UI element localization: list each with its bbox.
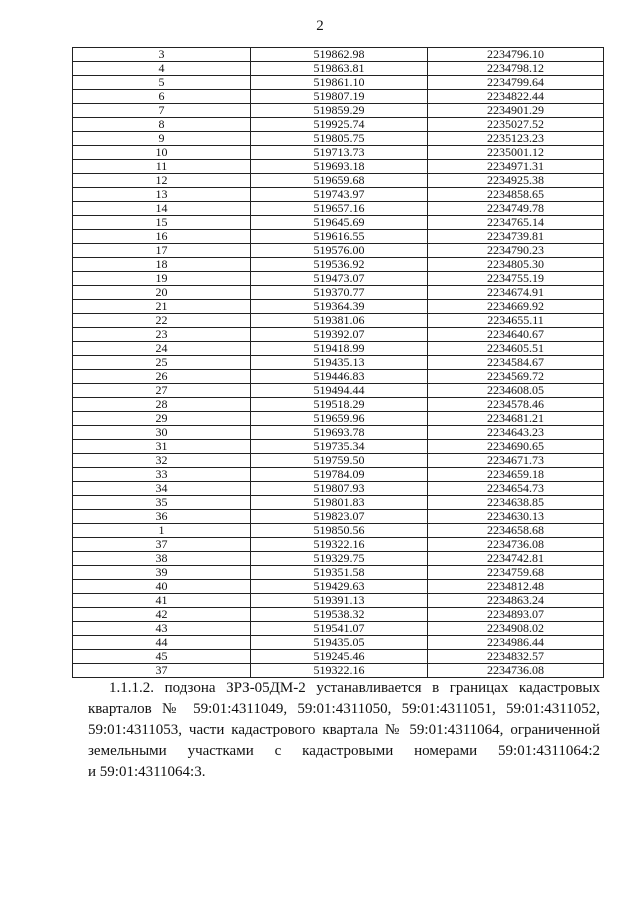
x-coordinate-cell: 519364.39: [251, 300, 428, 314]
x-coordinate-cell: 519322.16: [251, 538, 428, 552]
y-coordinate-cell: 2234671.73: [428, 454, 604, 468]
y-coordinate-cell: 2234658.68: [428, 524, 604, 538]
table-row: [73, 552, 604, 566]
x-coordinate-cell: 519245.46: [251, 650, 428, 664]
x-coordinate-cell: 519322.16: [251, 664, 428, 678]
x-coordinate-cell: 519435.05: [251, 636, 428, 650]
table-row: [73, 524, 604, 538]
point-number-cell: 19: [73, 272, 251, 286]
table-row: [73, 650, 604, 664]
table-row: [73, 258, 604, 272]
point-number-cell: 18: [73, 258, 251, 272]
point-number-cell: 4: [73, 62, 251, 76]
coordinates-table-body: [73, 48, 604, 678]
x-coordinate-cell: 519759.50: [251, 454, 428, 468]
point-number-cell: 8: [73, 118, 251, 132]
x-coordinate-cell: 519862.98: [251, 48, 428, 62]
paragraph-line: 59:01:4311053, части кадастрового квартала № 59:01:4311064, ограниченной: [88, 722, 600, 738]
point-number-cell: 30: [73, 426, 251, 440]
point-number-cell: 37: [73, 538, 251, 552]
paragraph-1-1-1-2: [88, 678, 600, 783]
y-coordinate-cell: 2234908.02: [428, 622, 604, 636]
point-number-cell: 42: [73, 608, 251, 622]
y-coordinate-cell: 2234659.18: [428, 468, 604, 482]
x-coordinate-cell: 519351.58: [251, 566, 428, 580]
point-number-cell: 40: [73, 580, 251, 594]
point-number-cell: 7: [73, 104, 251, 118]
paragraph-line: 1.1.1.2. подзона ЗРЗ-05ДМ-2 устанавливается в границах кадастровых: [109, 680, 600, 696]
y-coordinate-cell: 2234796.10: [428, 48, 604, 62]
x-coordinate-cell: 519807.93: [251, 482, 428, 496]
y-coordinate-cell: 2234578.46: [428, 398, 604, 412]
x-coordinate-cell: 519659.68: [251, 174, 428, 188]
x-coordinate-cell: 519538.32: [251, 608, 428, 622]
x-coordinate-cell: 519645.69: [251, 216, 428, 230]
x-coordinate-cell: 519735.34: [251, 440, 428, 454]
point-number-cell: 21: [73, 300, 251, 314]
table-row: [73, 244, 604, 258]
point-number-cell: 35: [73, 496, 251, 510]
x-coordinate-cell: 519784.09: [251, 468, 428, 482]
table-row: [73, 300, 604, 314]
table-row: [73, 566, 604, 580]
point-number-cell: 15: [73, 216, 251, 230]
table-row: [73, 398, 604, 412]
table-row: [73, 580, 604, 594]
x-coordinate-cell: 519473.07: [251, 272, 428, 286]
x-coordinate-cell: 519693.78: [251, 426, 428, 440]
y-coordinate-cell: 2234655.11: [428, 314, 604, 328]
paragraph-line: и 59:01:4311064:3.: [88, 764, 206, 780]
table-row: [73, 636, 604, 650]
x-coordinate-cell: 519823.07: [251, 510, 428, 524]
table-row: [73, 412, 604, 426]
y-coordinate-cell: 2234690.65: [428, 440, 604, 454]
table-row: [73, 174, 604, 188]
point-number-cell: 36: [73, 510, 251, 524]
x-coordinate-cell: 519659.96: [251, 412, 428, 426]
table-row: [73, 146, 604, 160]
y-coordinate-cell: 2234749.78: [428, 202, 604, 216]
table-row: [73, 538, 604, 552]
point-number-cell: 29: [73, 412, 251, 426]
point-number-cell: 20: [73, 286, 251, 300]
x-coordinate-cell: 519391.13: [251, 594, 428, 608]
point-number-cell: 14: [73, 202, 251, 216]
table-row: [73, 216, 604, 230]
y-coordinate-cell: 2234654.73: [428, 482, 604, 496]
x-coordinate-cell: 519863.81: [251, 62, 428, 76]
table-row: [73, 454, 604, 468]
y-coordinate-cell: 2234893.07: [428, 608, 604, 622]
table-row: [73, 384, 604, 398]
table-row: [73, 510, 604, 524]
point-number-cell: 27: [73, 384, 251, 398]
x-coordinate-cell: 519536.92: [251, 258, 428, 272]
table-row: [73, 622, 604, 636]
table-row: [73, 62, 604, 76]
y-coordinate-cell: 2234812.48: [428, 580, 604, 594]
table-row: [73, 230, 604, 244]
y-coordinate-cell: 2234805.30: [428, 258, 604, 272]
x-coordinate-cell: 519807.19: [251, 90, 428, 104]
point-number-cell: 24: [73, 342, 251, 356]
table-row: [73, 202, 604, 216]
x-coordinate-cell: 519576.00: [251, 244, 428, 258]
point-number-cell: 22: [73, 314, 251, 328]
x-coordinate-cell: 519370.77: [251, 286, 428, 300]
y-coordinate-cell: 2234681.21: [428, 412, 604, 426]
y-coordinate-cell: 2234638.85: [428, 496, 604, 510]
x-coordinate-cell: 519518.29: [251, 398, 428, 412]
point-number-cell: 13: [73, 188, 251, 202]
point-number-cell: 11: [73, 160, 251, 174]
x-coordinate-cell: 519429.63: [251, 580, 428, 594]
x-coordinate-cell: 519329.75: [251, 552, 428, 566]
point-number-cell: 28: [73, 398, 251, 412]
y-coordinate-cell: 2234765.14: [428, 216, 604, 230]
point-number-cell: 10: [73, 146, 251, 160]
x-coordinate-cell: 519859.29: [251, 104, 428, 118]
table-row: [73, 482, 604, 496]
x-coordinate-cell: 519805.75: [251, 132, 428, 146]
table-row: [73, 272, 604, 286]
x-coordinate-cell: 519693.18: [251, 160, 428, 174]
x-coordinate-cell: 519616.55: [251, 230, 428, 244]
point-number-cell: 3: [73, 48, 251, 62]
y-coordinate-cell: 2234640.67: [428, 328, 604, 342]
y-coordinate-cell: 2234759.68: [428, 566, 604, 580]
y-coordinate-cell: 2234736.08: [428, 664, 604, 678]
page-number: 2: [316, 18, 324, 34]
point-number-cell: 45: [73, 650, 251, 664]
table-row: [73, 664, 604, 678]
point-number-cell: 9: [73, 132, 251, 146]
table-row: [73, 314, 604, 328]
x-coordinate-cell: 519850.56: [251, 524, 428, 538]
y-coordinate-cell: 2234986.44: [428, 636, 604, 650]
point-number-cell: 12: [73, 174, 251, 188]
table-row: [73, 440, 604, 454]
x-coordinate-cell: 519541.07: [251, 622, 428, 636]
x-coordinate-cell: 519801.83: [251, 496, 428, 510]
table-row: [73, 118, 604, 132]
point-number-cell: 25: [73, 356, 251, 370]
y-coordinate-cell: 2234643.23: [428, 426, 604, 440]
paragraph-line: земельными участками с кадастровыми номерами 59:01:4311064:2: [88, 743, 600, 759]
x-coordinate-cell: 519446.83: [251, 370, 428, 384]
point-number-cell: 44: [73, 636, 251, 650]
x-coordinate-cell: 519418.99: [251, 342, 428, 356]
y-coordinate-cell: 2234674.91: [428, 286, 604, 300]
y-coordinate-cell: 2234971.31: [428, 160, 604, 174]
point-number-cell: 23: [73, 328, 251, 342]
table-row: [73, 160, 604, 174]
y-coordinate-cell: 2234790.23: [428, 244, 604, 258]
table-row: [73, 370, 604, 384]
y-coordinate-cell: 2234863.24: [428, 594, 604, 608]
table-row: [73, 594, 604, 608]
table-row: [73, 48, 604, 62]
y-coordinate-cell: 2234742.81: [428, 552, 604, 566]
coordinates-table: [72, 47, 604, 678]
y-coordinate-cell: 2234736.08: [428, 538, 604, 552]
y-coordinate-cell: 2234901.29: [428, 104, 604, 118]
table-row: [73, 608, 604, 622]
y-coordinate-cell: 2234630.13: [428, 510, 604, 524]
y-coordinate-cell: 2235027.52: [428, 118, 604, 132]
table-row: [73, 426, 604, 440]
y-coordinate-cell: 2234739.81: [428, 230, 604, 244]
y-coordinate-cell: 2234822.44: [428, 90, 604, 104]
table-row: [73, 496, 604, 510]
point-number-cell: 1: [73, 524, 251, 538]
y-coordinate-cell: 2234669.92: [428, 300, 604, 314]
point-number-cell: 43: [73, 622, 251, 636]
y-coordinate-cell: 2235123.23: [428, 132, 604, 146]
paragraph-line: кварталов № 59:01:4311049, 59:01:4311050, 59:01:4311051, 59:01:4311052,: [88, 701, 600, 717]
table-row: [73, 468, 604, 482]
y-coordinate-cell: 2234608.05: [428, 384, 604, 398]
table-row: [73, 90, 604, 104]
y-coordinate-cell: 2234798.12: [428, 62, 604, 76]
table-row: [73, 328, 604, 342]
x-coordinate-cell: 519494.44: [251, 384, 428, 398]
x-coordinate-cell: 519743.97: [251, 188, 428, 202]
y-coordinate-cell: 2234832.57: [428, 650, 604, 664]
table-row: [73, 286, 604, 300]
point-number-cell: 41: [73, 594, 251, 608]
point-number-cell: 31: [73, 440, 251, 454]
point-number-cell: 39: [73, 566, 251, 580]
y-coordinate-cell: 2234925.38: [428, 174, 604, 188]
point-number-cell: 32: [73, 454, 251, 468]
table-row: [73, 356, 604, 370]
y-coordinate-cell: 2234755.19: [428, 272, 604, 286]
point-number-cell: 6: [73, 90, 251, 104]
point-number-cell: 38: [73, 552, 251, 566]
point-number-cell: 16: [73, 230, 251, 244]
x-coordinate-cell: 519381.06: [251, 314, 428, 328]
y-coordinate-cell: 2234584.67: [428, 356, 604, 370]
x-coordinate-cell: 519435.13: [251, 356, 428, 370]
point-number-cell: 33: [73, 468, 251, 482]
point-number-cell: 26: [73, 370, 251, 384]
y-coordinate-cell: 2235001.12: [428, 146, 604, 160]
x-coordinate-cell: 519657.16: [251, 202, 428, 216]
table-row: [73, 188, 604, 202]
y-coordinate-cell: 2234605.51: [428, 342, 604, 356]
y-coordinate-cell: 2234799.64: [428, 76, 604, 90]
table-row: [73, 104, 604, 118]
y-coordinate-cell: 2234858.65: [428, 188, 604, 202]
x-coordinate-cell: 519925.74: [251, 118, 428, 132]
table-row: [73, 342, 604, 356]
point-number-cell: 34: [73, 482, 251, 496]
x-coordinate-cell: 519713.73: [251, 146, 428, 160]
y-coordinate-cell: 2234569.72: [428, 370, 604, 384]
table-row: [73, 76, 604, 90]
x-coordinate-cell: 519392.07: [251, 328, 428, 342]
point-number-cell: 37: [73, 664, 251, 678]
table-row: [73, 132, 604, 146]
x-coordinate-cell: 519861.10: [251, 76, 428, 90]
point-number-cell: 5: [73, 76, 251, 90]
point-number-cell: 17: [73, 244, 251, 258]
